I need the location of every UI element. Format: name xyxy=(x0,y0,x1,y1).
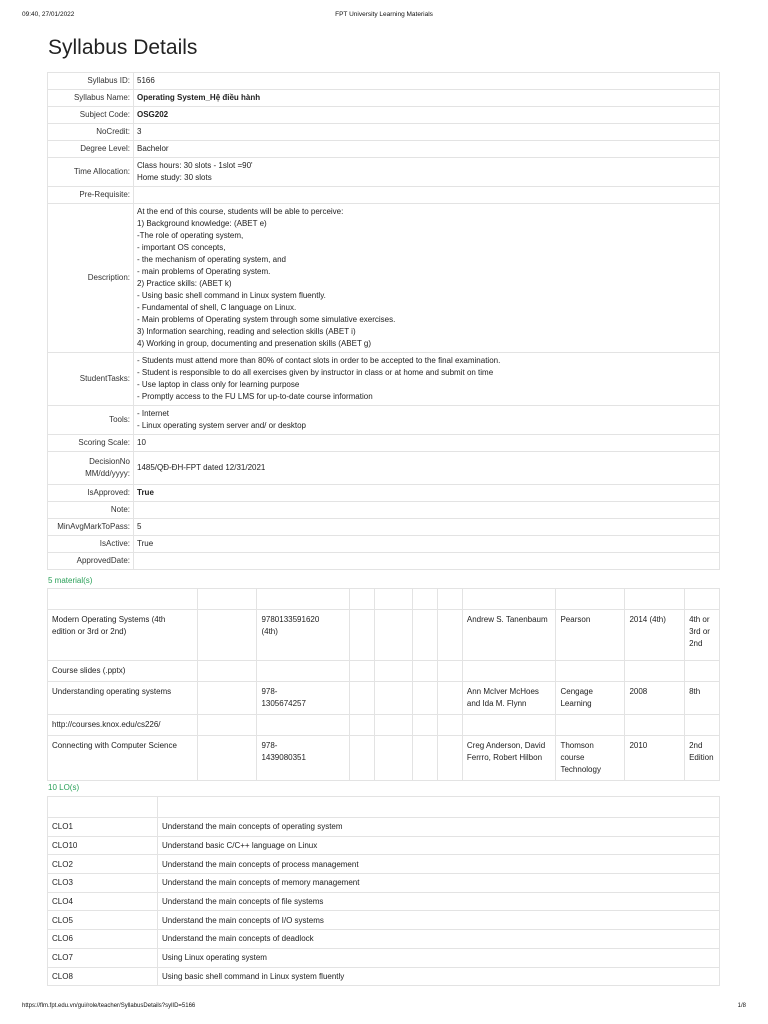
materials-table xyxy=(47,588,720,781)
lo-code: CLO10 xyxy=(48,836,158,855)
lo-code: CLO8 xyxy=(48,967,158,986)
detail-label-text: Description: xyxy=(87,273,130,282)
material-cell xyxy=(197,661,257,682)
print-page-number: 1/8 xyxy=(737,1003,746,1009)
material-isbn-text-line: 9780133591620 xyxy=(261,615,320,624)
detail-value-text-line: 4) Working in group, documenting and presenation skills (ABET g) xyxy=(137,339,372,348)
lo-description: Understand the main concepts of operating system xyxy=(158,818,720,837)
material-edition-text-line: 3rd or xyxy=(689,627,710,636)
detail-label-text: StudentTasks: xyxy=(79,374,130,383)
lo-description: Understand the main concepts of memory management xyxy=(158,874,720,893)
materials-header-cell xyxy=(48,589,198,610)
material-row xyxy=(48,610,720,661)
material-year-text-line: 2010 xyxy=(629,741,648,750)
lo-row xyxy=(48,818,720,837)
detail-value xyxy=(134,204,720,353)
detail-row xyxy=(48,485,720,502)
detail-value-text: Bachelor xyxy=(137,144,169,153)
material-cell xyxy=(257,661,349,682)
material-cell xyxy=(685,661,720,682)
material-edition-text-line: Edition xyxy=(689,753,714,762)
lo-row xyxy=(48,874,720,893)
material-edition xyxy=(685,736,720,781)
material-cell xyxy=(413,736,438,781)
detail-value-text-line: 2) Practice skills: (ABET k) xyxy=(137,279,232,288)
detail-value xyxy=(134,452,720,485)
lo-row xyxy=(48,948,720,967)
print-header xyxy=(22,11,746,21)
material-edition xyxy=(685,682,720,715)
material-cell xyxy=(257,715,349,736)
detail-label-text-line: DecisionNo xyxy=(89,457,130,466)
material-cell xyxy=(625,715,685,736)
detail-value-text-line: 1) Background knowledge: (ABET e) xyxy=(137,219,267,228)
material-cell xyxy=(438,682,462,715)
lo-description: Using basic shell command in Linux system fluently xyxy=(158,967,720,986)
material-cell xyxy=(685,715,720,736)
detail-label xyxy=(48,204,134,353)
detail-value xyxy=(134,141,720,158)
material-title-text-line: http://courses.knox.edu/cs226/ xyxy=(52,720,161,729)
detail-value-text-line: Home study: 30 slots xyxy=(137,173,212,182)
material-cell xyxy=(438,736,462,781)
material-year-text-line: 2014 (4th) xyxy=(629,615,666,624)
material-cell xyxy=(375,715,413,736)
material-cell xyxy=(413,682,438,715)
lo-code: CLO4 xyxy=(48,892,158,911)
lo-code: CLO7 xyxy=(48,948,158,967)
material-publisher-text-line: Learning xyxy=(560,699,592,708)
lo-code: CLO2 xyxy=(48,855,158,874)
detail-value xyxy=(134,158,720,187)
detail-label xyxy=(48,187,134,204)
lo-description: Understand the main concepts of deadlock xyxy=(158,930,720,949)
print-timestamp: 09:40, 27/01/2022 xyxy=(22,11,75,18)
lo-row xyxy=(48,892,720,911)
detail-row xyxy=(48,406,720,435)
detail-label xyxy=(48,485,134,502)
detail-label-text: Note: xyxy=(110,505,130,514)
material-edition-text-line: 4th or xyxy=(689,615,710,624)
detail-label-text: Syllabus Name: xyxy=(73,93,130,102)
material-edition-text-line: 2nd xyxy=(689,741,703,750)
detail-label xyxy=(48,553,134,570)
material-title xyxy=(48,736,198,781)
material-row xyxy=(48,682,720,715)
los-header-cell xyxy=(158,797,720,818)
detail-value-text-line: - Students must attend more than 80% of contact slots in order to be accepted to the final examination. xyxy=(137,356,501,365)
detail-value xyxy=(134,485,720,502)
material-author-text-line: Creg Anderson, David xyxy=(466,741,546,750)
material-cell xyxy=(413,715,438,736)
detail-row xyxy=(48,158,720,187)
material-cell xyxy=(375,661,413,682)
material-edition-text-line: 2nd xyxy=(689,639,703,648)
material-isbn xyxy=(257,736,349,781)
material-isbn-text-line: 978- xyxy=(261,687,278,696)
detail-row xyxy=(48,107,720,124)
detail-value-text-line: At the end of this course, students will be able to perceive: xyxy=(137,207,344,216)
material-cell xyxy=(625,661,685,682)
detail-value-text-line: - Fundamental of shell, C language on Linux. xyxy=(137,303,297,312)
detail-value-text: 1485/QĐ-ĐH-FPT dated 12/31/2021 xyxy=(137,463,266,472)
materials-header-cell xyxy=(413,589,438,610)
materials-header-cell xyxy=(438,589,462,610)
lo-row xyxy=(48,836,720,855)
detail-value-text: 10 xyxy=(137,438,146,447)
material-title-text-line: Modern Operating Systems (4th xyxy=(52,615,166,624)
material-title-text-line: edition or 3rd or 2nd) xyxy=(52,627,127,636)
material-edition-text-line: 8th xyxy=(689,687,701,696)
detail-label-text: MinAvgMarkToPass: xyxy=(57,522,130,531)
material-cell xyxy=(349,715,374,736)
detail-value-text-line: -The role of operating system, xyxy=(137,231,244,240)
detail-row xyxy=(48,353,720,406)
detail-value-text-line: - Use laptop in class only for learning purpose xyxy=(137,380,300,389)
detail-value xyxy=(134,73,720,90)
material-cell xyxy=(438,610,462,661)
detail-row xyxy=(48,553,720,570)
material-publisher xyxy=(556,610,625,661)
detail-value-text: Operating System_Hệ điều hành xyxy=(137,93,261,102)
los-heading-link[interactable]: 10 LO(s) xyxy=(48,783,80,792)
materials-header-row xyxy=(48,589,720,610)
material-isbn-text-line: 1439080351 xyxy=(261,753,306,762)
detail-value-text-line: - Using basic shell command in Linux system fluently. xyxy=(137,291,326,300)
detail-label xyxy=(48,353,134,406)
materials-header-cell xyxy=(375,589,413,610)
detail-row xyxy=(48,204,720,353)
detail-label xyxy=(48,90,134,107)
detail-value-text: 5 xyxy=(137,522,142,531)
material-cell xyxy=(462,661,556,682)
detail-value xyxy=(134,519,720,536)
lo-row xyxy=(48,930,720,949)
material-isbn-text-line: (4th) xyxy=(261,627,278,636)
detail-row xyxy=(48,141,720,158)
detail-label xyxy=(48,73,134,90)
material-title xyxy=(48,715,198,736)
material-row xyxy=(48,736,720,781)
syllabus-details-table xyxy=(47,72,720,570)
material-title-text-line: Understanding operating systems xyxy=(52,687,172,696)
detail-row xyxy=(48,435,720,452)
detail-value xyxy=(134,435,720,452)
material-author xyxy=(462,736,556,781)
material-cell xyxy=(462,715,556,736)
material-row xyxy=(48,661,720,682)
detail-label-text: Syllabus ID: xyxy=(87,76,130,85)
detail-value xyxy=(134,187,720,204)
material-cell xyxy=(349,610,374,661)
detail-label-text: NoCredit: xyxy=(96,127,130,136)
detail-label xyxy=(48,536,134,553)
detail-value-text-line: Class hours: 30 slots - 1slot =90' xyxy=(137,161,253,170)
detail-value-text-line: - important OS concepts, xyxy=(137,243,226,252)
print-url: https://flm.fpt.edu.vn/gui/role/teacher/SyllabusDetails?sylID=5166 xyxy=(22,1003,196,1009)
material-cell xyxy=(197,736,257,781)
detail-value-text: 3 xyxy=(137,127,142,136)
material-author-text-line: Ann McIver McHoes xyxy=(466,687,539,696)
material-publisher xyxy=(556,736,625,781)
lo-code: CLO6 xyxy=(48,930,158,949)
materials-header-cell xyxy=(349,589,374,610)
material-cell xyxy=(197,610,257,661)
detail-value-text-line: - Linux operating system server and/ or desktop xyxy=(137,421,306,430)
material-publisher-text-line: course xyxy=(560,753,585,762)
material-cell xyxy=(413,661,438,682)
material-cell xyxy=(438,715,462,736)
detail-label-text: Tools: xyxy=(109,415,130,424)
material-cell xyxy=(375,610,413,661)
material-isbn xyxy=(257,610,349,661)
material-row xyxy=(48,715,720,736)
material-edition xyxy=(685,610,720,661)
detail-value xyxy=(134,353,720,406)
material-isbn xyxy=(257,682,349,715)
material-isbn-text-line: 978- xyxy=(261,741,278,750)
detail-value-text-line: 3) Information searching, reading and selection skills (ABET i) xyxy=(137,327,356,336)
material-cell xyxy=(349,736,374,781)
material-cell xyxy=(556,661,625,682)
lo-description: Using Linux operating system xyxy=(158,948,720,967)
lo-description: Understand the main concepts of process management xyxy=(158,855,720,874)
lo-code: CLO3 xyxy=(48,874,158,893)
detail-label xyxy=(48,435,134,452)
detail-value-text-line: - main problems of Operating system. xyxy=(137,267,271,276)
material-isbn-text-line: 1305674257 xyxy=(261,699,306,708)
detail-value-text: True xyxy=(137,539,154,548)
los-header-cell xyxy=(48,797,158,818)
material-publisher xyxy=(556,682,625,715)
material-year xyxy=(625,682,685,715)
material-publisher-text-line: Technology xyxy=(560,765,601,774)
detail-value-text: 5166 xyxy=(137,76,155,85)
detail-row xyxy=(48,90,720,107)
materials-header-cell xyxy=(257,589,349,610)
detail-value xyxy=(134,553,720,570)
material-publisher-text-line: Cengage xyxy=(560,687,593,696)
detail-value-text-line: - Main problems of Operating system through some simulative exercises. xyxy=(137,315,396,324)
page-title: Syllabus Details xyxy=(48,36,198,59)
detail-row xyxy=(48,452,720,485)
materials-header-cell xyxy=(556,589,625,610)
detail-label xyxy=(48,141,134,158)
detail-value-text: True xyxy=(137,488,154,497)
detail-value xyxy=(134,90,720,107)
detail-label-text: IsApproved: xyxy=(87,488,130,497)
lo-description: Understand the main concepts of I/O systems xyxy=(158,911,720,930)
lo-description: Understand the main concepts of file systems xyxy=(158,892,720,911)
detail-label-text: IsActive: xyxy=(99,539,130,548)
detail-value-text-line: - the mechanism of operating system, and xyxy=(137,255,286,264)
detail-value xyxy=(134,502,720,519)
material-author-text-line: and Ida M. Flynn xyxy=(466,699,527,708)
detail-label-text: Degree Level: xyxy=(80,144,130,153)
materials-header-cell xyxy=(197,589,257,610)
material-cell xyxy=(375,736,413,781)
materials-heading-link[interactable]: 5 material(s) xyxy=(48,576,93,585)
detail-label-text: Pre-Requisite: xyxy=(79,190,130,199)
detail-label-text: Subject Code: xyxy=(79,110,130,119)
learning-outcomes-table xyxy=(47,796,720,986)
lo-description: Understand basic C/C++ language on Linux xyxy=(158,836,720,855)
detail-label-text: Scoring Scale: xyxy=(78,438,130,447)
detail-row xyxy=(48,124,720,141)
material-cell xyxy=(349,682,374,715)
detail-label xyxy=(48,502,134,519)
material-author-text-line: Ferrro, Robert Hilbon xyxy=(466,753,543,762)
detail-value xyxy=(134,536,720,553)
detail-value-text-line: - Promptly access to the FU LMS for up-to-date course information xyxy=(137,392,373,401)
material-title-text-line: Connecting with Computer Science xyxy=(52,741,177,750)
material-cell xyxy=(556,715,625,736)
detail-label xyxy=(48,519,134,536)
lo-code: CLO5 xyxy=(48,911,158,930)
detail-value-text-line: - Student is responsible to do all exercises given by instructor in class or at home and submit on time xyxy=(137,368,494,377)
detail-label xyxy=(48,406,134,435)
detail-label xyxy=(48,124,134,141)
material-year xyxy=(625,610,685,661)
detail-row xyxy=(48,519,720,536)
detail-value xyxy=(134,107,720,124)
lo-row xyxy=(48,911,720,930)
detail-label-text-line: MM/dd/yyyy: xyxy=(85,469,130,478)
detail-row xyxy=(48,73,720,90)
material-year xyxy=(625,736,685,781)
materials-header-cell xyxy=(462,589,556,610)
lo-code: CLO1 xyxy=(48,818,158,837)
material-title xyxy=(48,661,198,682)
material-year-text-line: 2008 xyxy=(629,687,648,696)
material-title xyxy=(48,682,198,715)
material-cell xyxy=(197,715,257,736)
materials-header-cell xyxy=(685,589,720,610)
material-title-text-line: Course slides (.pptx) xyxy=(52,666,126,675)
detail-row xyxy=(48,536,720,553)
detail-label xyxy=(48,107,134,124)
detail-label-text: ApprovedDate: xyxy=(76,556,130,565)
material-author xyxy=(462,610,556,661)
material-title xyxy=(48,610,198,661)
detail-label xyxy=(48,158,134,187)
material-cell xyxy=(438,661,462,682)
detail-row xyxy=(48,502,720,519)
materials-header-cell xyxy=(625,589,685,610)
lo-row xyxy=(48,855,720,874)
detail-value xyxy=(134,406,720,435)
detail-label xyxy=(48,452,134,485)
lo-row xyxy=(48,967,720,986)
material-cell xyxy=(413,610,438,661)
material-cell xyxy=(349,661,374,682)
material-cell xyxy=(375,682,413,715)
material-author xyxy=(462,682,556,715)
detail-row xyxy=(48,187,720,204)
material-publisher-text-line: Thomson xyxy=(560,741,594,750)
detail-value-text: OSG202 xyxy=(137,110,169,119)
print-page-title: FPT University Learning Materials xyxy=(335,11,433,18)
los-header-row xyxy=(48,797,720,818)
material-publisher-text-line: Pearson xyxy=(560,615,591,624)
material-cell xyxy=(197,682,257,715)
detail-value-text-line: - Internet xyxy=(137,409,170,418)
detail-label-text: Time Allocation: xyxy=(73,167,130,176)
detail-value xyxy=(134,124,720,141)
material-author-text-line: Andrew S. Tanenbaum xyxy=(466,615,548,624)
